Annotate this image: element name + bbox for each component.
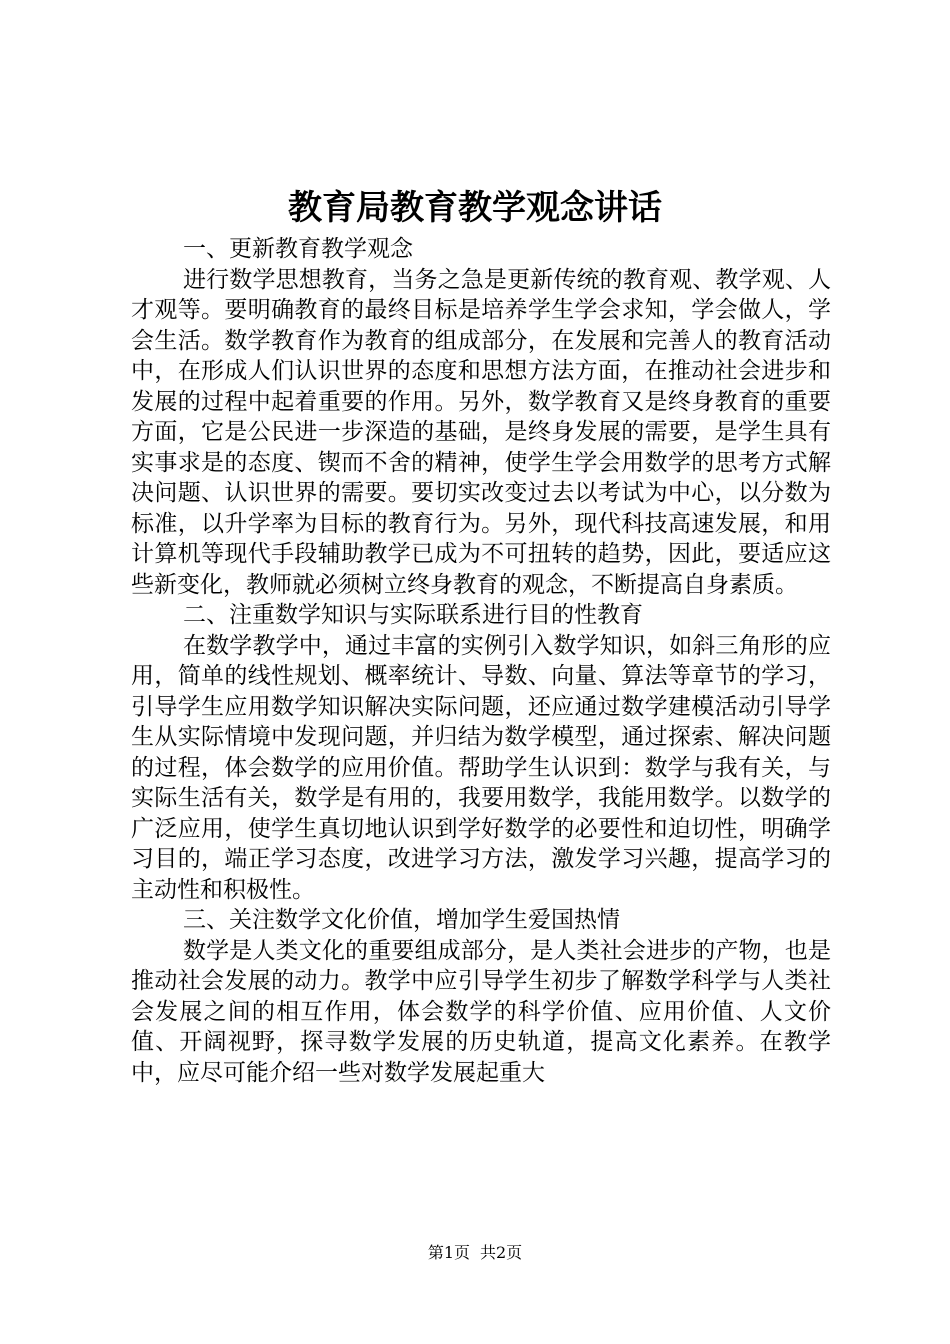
section-heading: 一、更新教育教学观念 — [183, 236, 413, 262]
section-heading: 二、注重数学知识与实际联系进行目的性教育 — [183, 602, 643, 628]
page-footer — [0, 1242, 950, 1264]
document-body — [131, 234, 831, 1088]
section-paragraph: 进行数学思想教育，当务之急是更新传统的教育观、教学观、人才观等。要明确教育的最终目标是培养学生学会求知，学会做人，学会生活。数学教育作为教育的组成部分，在发展和完善人的教育活动中，在形成人们认识世界的态度和思想方法方面，在推动社会进步和发展的过程中起着重要的作用。另外，数学教育又是终身教育的重要方面，它是公民进一步深造的基础，是终身发展的需要，是学生具有实事求是的态度、锲而不舍的精神，使学生学会用数学的思考方式解决问题、认识世界的需要。要切实改变过去以考试为中心，以分数为标准，以升学率为目标的教育行为。另外，现代科技高速发展，和用计算机等现代手段辅助教学已成为不可扭转的趋势，因此，要适应这些新变化，教师就必须树立终身教育的观念，不断提高自身素质。 — [131, 266, 831, 598]
section-paragraph: 数学是人类文化的重要组成部分，是人类社会进步的产物，也是推动社会发展的动力。教学中应引导学生初步了解数学科学与人类社会发展之间的相互作用，体会数学的科学价值、应用价值、人文价值、开阔视野，探寻数学发展的历史轨道，提高文化素养。在教学中，应尽可能介绍一些对数学发展起重大 — [131, 937, 831, 1086]
page-total: 共2页 — [480, 1243, 523, 1262]
page-number: 第1页 — [427, 1243, 470, 1262]
document-title: 教育局教育教学观念讲话 — [288, 188, 662, 228]
section-paragraph: 在数学教学中，通过丰富的实例引入数学知识，如斜三角形的应用，简单的线性规划、概率统计、导数、向量、算法等章节的学习，引导学生应用数学知识解决实际问题，还应通过数学建模活动引导学生从实际情境中发现问题，并归结为数学模型，通过探索、解决问题的过程，体会数学的应用价值。帮助学生认识到：数学与我有关，与实际生活有关，数学是有用的，我要用数学，我能用数学。以数学的广泛应用，使学生真切地认识到学好数学的必要性和迫切性，明确学习目的，端正学习态度，改进学习方法，激发学习兴趣，提高学习的主动性和积极性。 — [131, 632, 831, 903]
section-heading: 三、关注数学文化价值，增加学生爱国热情 — [183, 907, 620, 933]
